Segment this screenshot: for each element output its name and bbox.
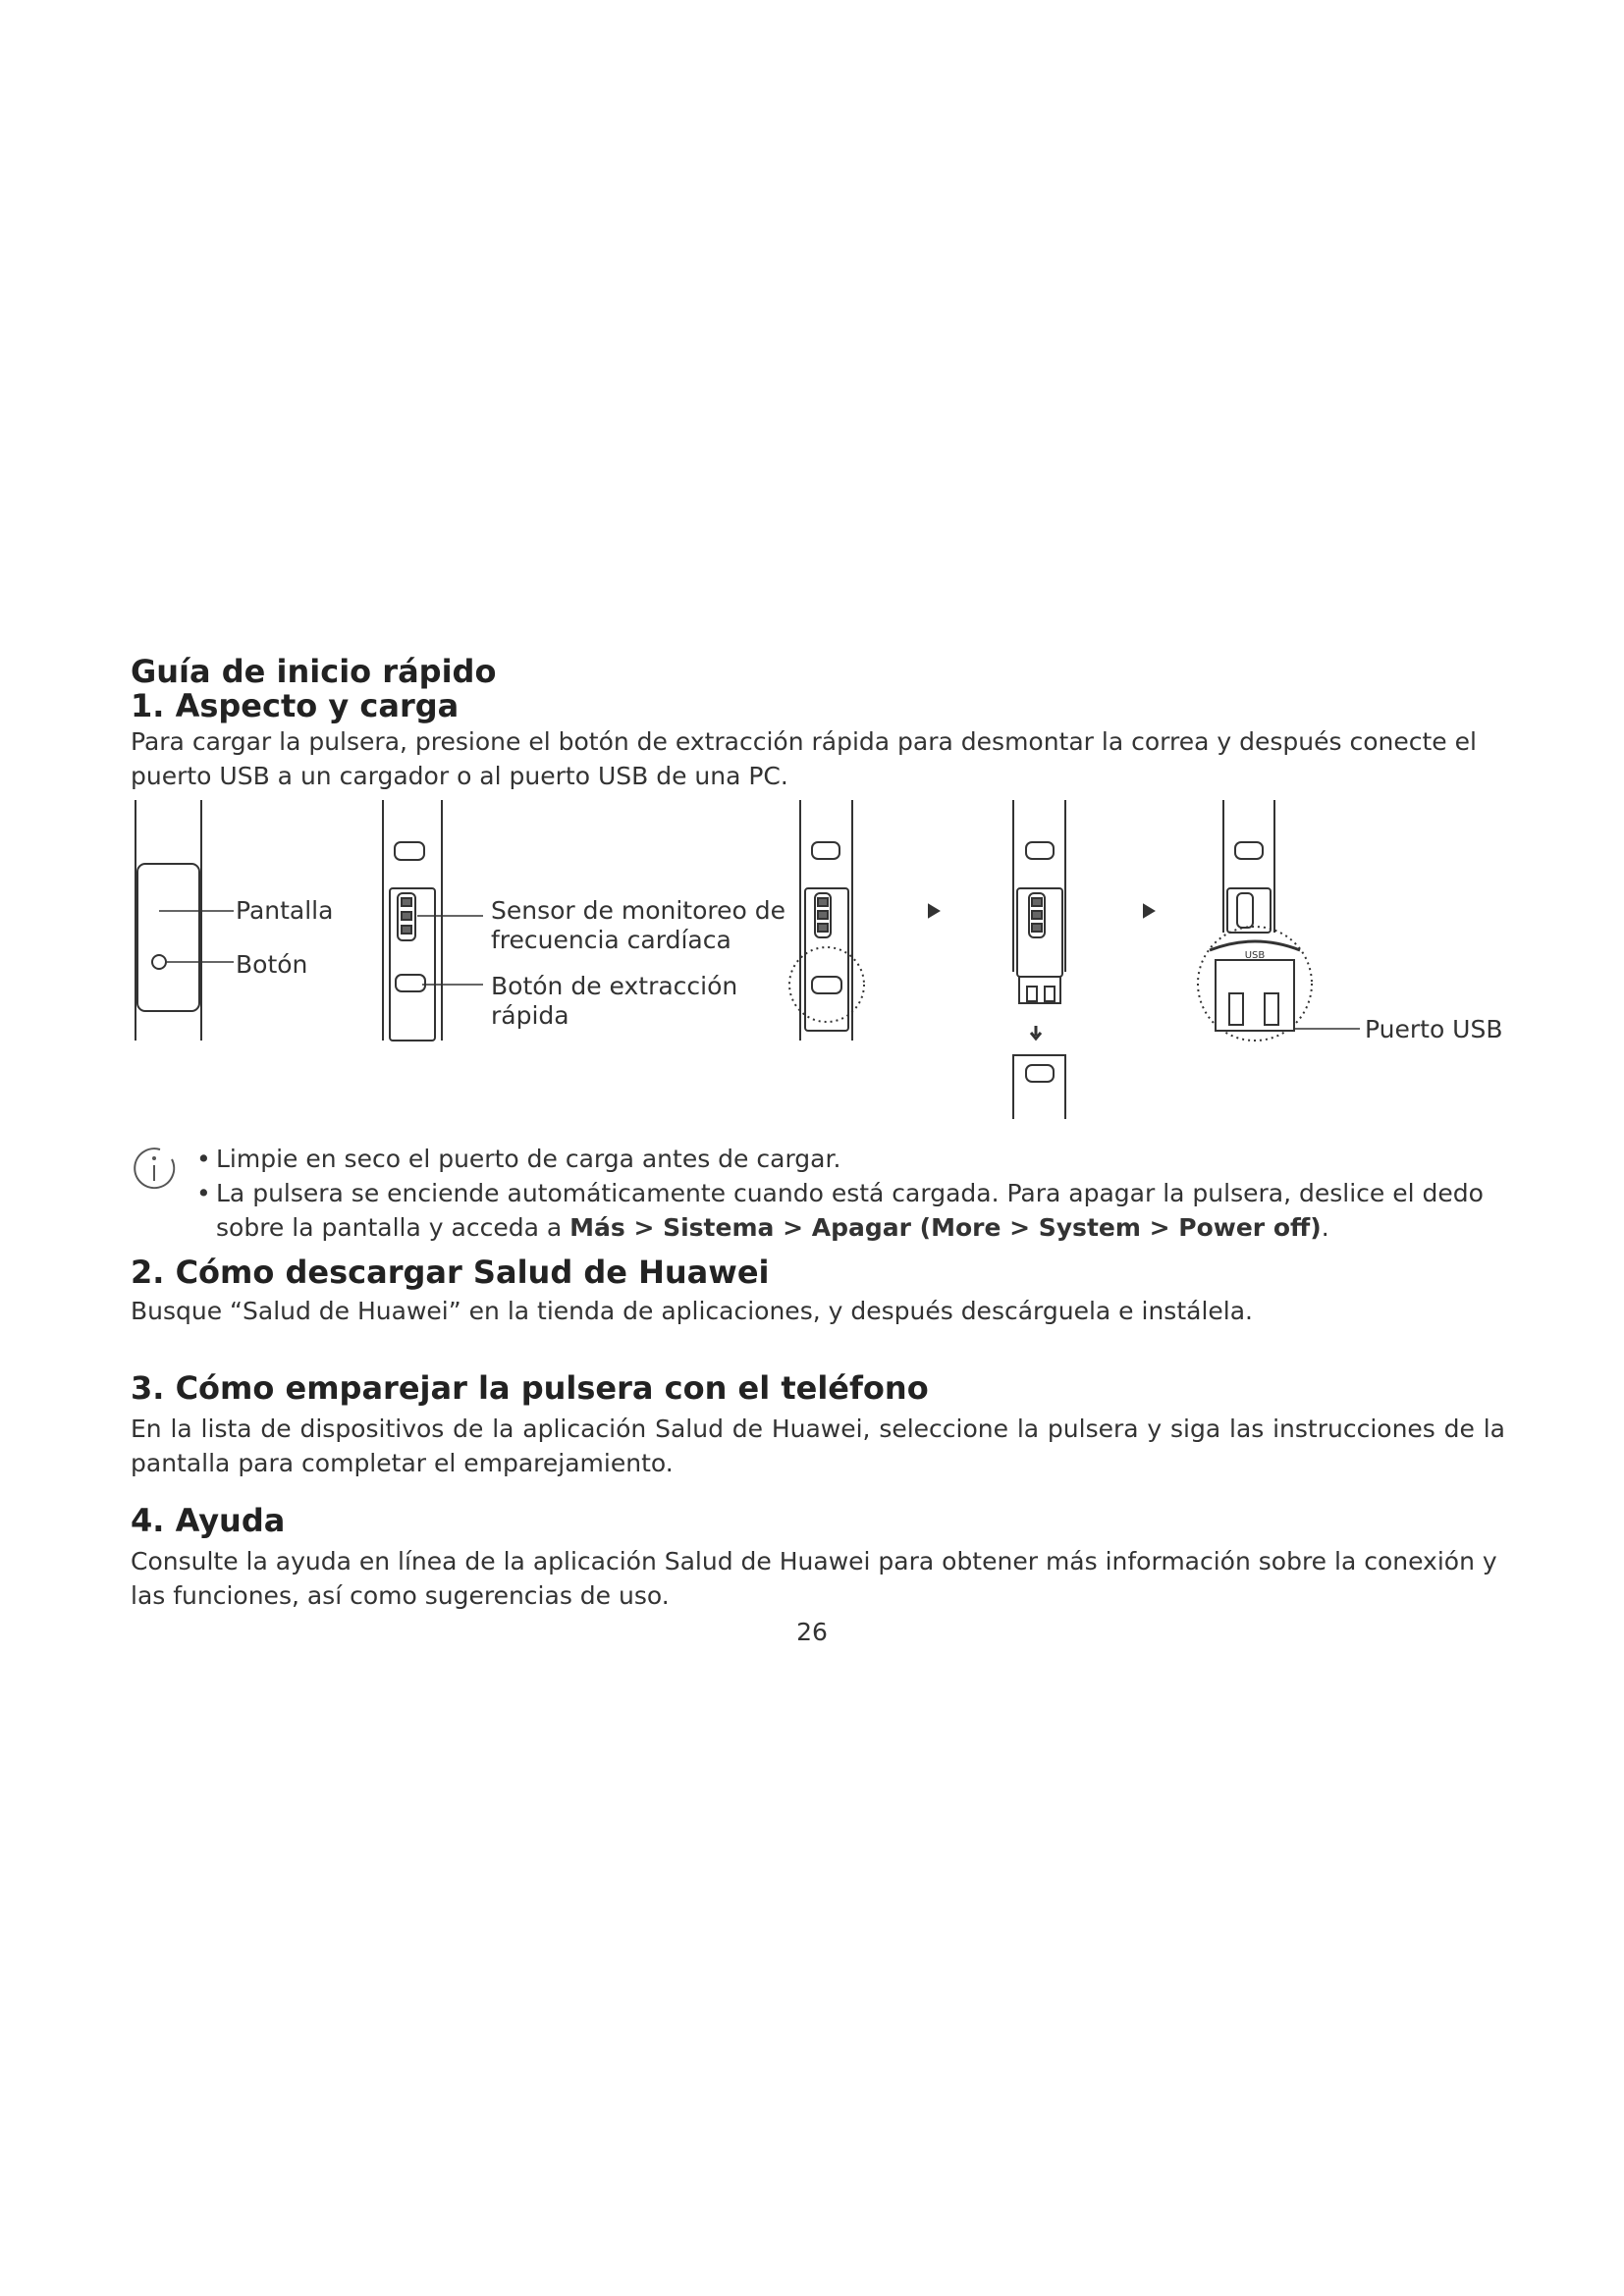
section-3-body: En la lista de dispositivos de la aplicación Salud de Huawei, seleccione la pulsera y siga las instrucciones de la pantalla para completar el emparejamiento. [131,1415,1505,1477]
note-bullet: • La pulsera se enciende automáticamente cuando está cargada. Para apagar la pulsera, deslice el dedo sobre la pantalla y acceda a Más > Sistema > Apagar (More > System > Power off). [196,1176,1512,1245]
band-front-view [135,800,234,1041]
section-3-heading: 3. Cómo emparejar la pulsera con el teléfono [131,1369,929,1407]
note-bullet: • Limpie en seco el puerto de carga antes de cargar. [196,1142,1512,1176]
label-sensor-2: frecuencia cardíaca [491,926,731,954]
band-figure [118,785,1522,1139]
notes-list [196,1142,1512,1245]
button-icon [152,955,166,969]
usb-tiny-label: USB [1244,950,1266,961]
arrow-right-icon [1144,905,1154,917]
section-1-heading: 1. Aspecto y carga [131,687,460,724]
label-usb-port: Puerto USB [1365,1015,1503,1043]
label-release-1: Botón de extracción [491,972,738,1000]
label-release-2: rápida [491,1001,569,1030]
page-number: 26 [796,1618,828,1646]
info-icon [131,1144,180,1193]
arrow-right-icon [929,905,939,917]
menu-path: Más > Sistema > Apagar (More > System > Power off) [569,1213,1322,1242]
guide-title: Guía de inicio rápido [131,653,497,690]
band-release-step [789,800,864,1041]
band-detached-step [1013,800,1065,1119]
section-2-heading: 2. Cómo descargar Salud de Huawei [131,1254,770,1291]
section-4-body: Consulte la ayuda en línea de la aplicación Salud de Huawei para obtener más información sobre la conexión y las funciones, así como sugerencias de uso. [131,1547,1497,1610]
band-back-view [383,800,483,1041]
band-usb-view [1198,800,1360,1041]
section-2-body: Busque “Salud de Huawei” en la tienda de aplicaciones, y después descárguela e instálela. [131,1297,1253,1325]
section-4-heading: 4. Ayuda [131,1502,286,1539]
label-sensor-1: Sensor de monitoreo de [491,896,785,925]
label-screen: Pantalla [236,896,334,925]
label-button: Botón [236,950,308,979]
section-1-body: Para cargar la pulsera, presione el botón de extracción rápida para desmontar la correa y después conecte el puerto USB a un cargador o al puerto USB de una PC. [131,727,1477,790]
